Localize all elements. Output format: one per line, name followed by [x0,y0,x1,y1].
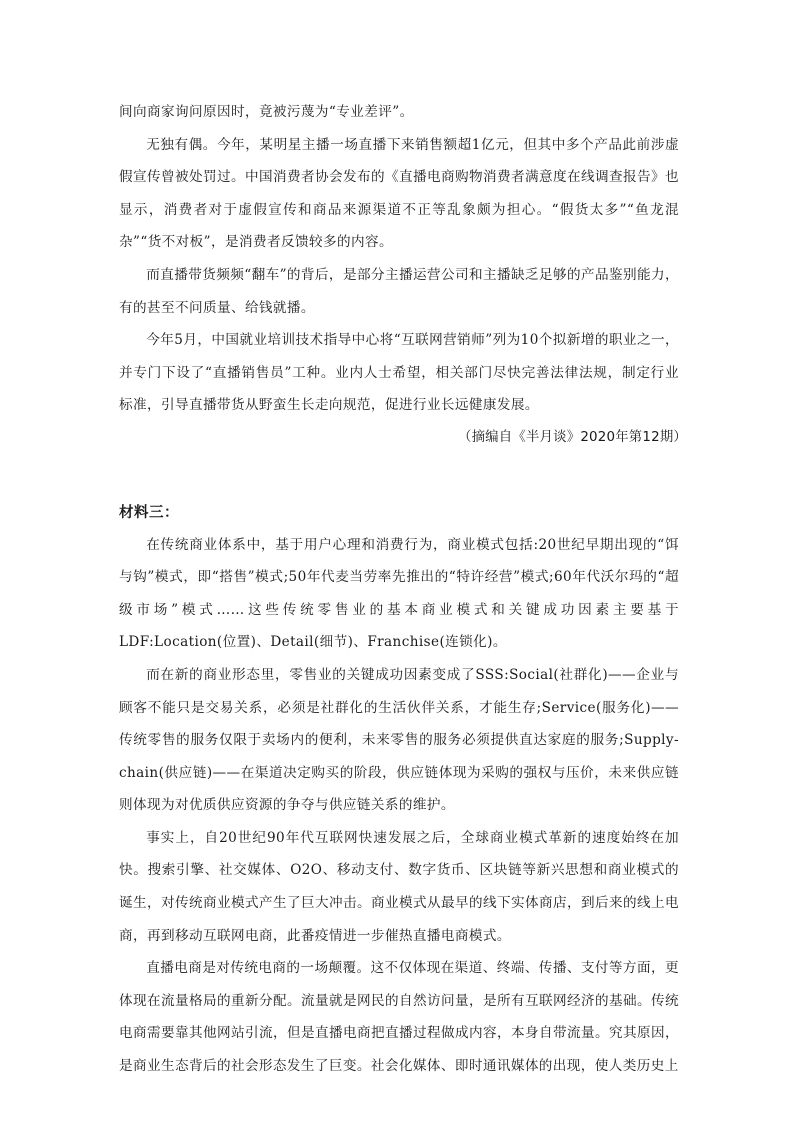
paragraph-counterfeit-issue: 无独有偶。今年，某明星主播一场直播下来销售额超1亿元，但其中多个产品此前涉虚假宣传曾被处罚过。中国消费者协会发布的《直播电商购物消费者满意度在线调查报告》也显示，消费者对于虚假宣传和商品来源渠道不正等乱象颇为担心。“假货太多”“鱼龙混杂”“货不对板”，是消费者反馈较多的内容。 [119,136,679,251]
material-three-heading: 材料三： [119,504,179,521]
paragraph-new-occupation: 今年5月，中国就业培训技术指导中心将“互联网营销师”列为10个拟新增的职业之一，并专门下设了“直播销售员”工种。业内人士希望，相关部门尽快完善法律法规，制定行业标准，引导直播带货从野蛮生长走向规范，促进行业长远健康发展。 [119,332,679,414]
paragraph-sss-model: 而在新的商业形态里，零售业的关键成功因素变成了SSS:Social(社群化)——企业与顾客不能只是交易关系，必须是社群化的生活伙伴关系，才能生存;Service(服务化)——传统零售的服务仅限于卖场内的便利，未来零售的服务必须提供直达家庭的服务;Supply-chain(供应链)——在渠道决定购买的阶段，供应链体现为采购的强权与压价，未来供应链则体现为对优质供应资源的争夺与供应链关系的维护。 [119,666,679,814]
paragraph-internet-change: 事实上，自20世纪90年代互联网快速发展之后，全球商业模式革新的速度始终在加快。搜索引擎、社交媒体、O2O、移动支付、数字货币、区块链等新兴思想和商业模式的诞生，对传统商业模式产生了巨大冲击。商业模式从最早的线下实体商店，到后来的线上电商，再到移动互联网电商，此番疫情进一步催热直播电商模式。 [119,829,679,944]
page-content [119,96,687,1083]
paragraph-live-ecommerce: 直播电商是对传统电商的一场颠覆。这不仅体现在渠道、终端、传播、支付等方面，更体现在流量格局的重新分配。流量就是网民的自然访问量，是所有互联网经济的基础。传统电商需要靠其他网站引流，但是直播电商把直播过程做成内容，本身自带流量。究其原因，是商业生态背后的社会形态发生了巨变。社会化媒体、即时通讯媒体的出现，使人类历史上 [119,960,679,1075]
paragraph-continuation: 间向商家询问原因时，竟被污蔑为“专业差评”。 [119,104,414,120]
paragraph-rollover-cause: 而直播带货频频“翻车”的背后，是部分主播运营公司和主播缺乏足够的产品鉴别能力，有的甚至不问质量、给钱就播。 [119,266,679,316]
paragraph-traditional-model: 在传统商业体系中，基于用户心理和消费行为，商业模式包括:20世纪早期出现的“饵与钩”模式，即“搭售”模式;50年代麦当劳率先推出的“特许经营”模式;60年代沃尔玛的“超级市场”模式……这些传统零售业的基本商业模式和关键成功因素主要基于LDF:Location(位置)、Detail(细节)、Franchise(连锁化)。 [119,536,679,651]
source-citation: （摘编自《半月谈》2020年第12期） [458,429,687,445]
